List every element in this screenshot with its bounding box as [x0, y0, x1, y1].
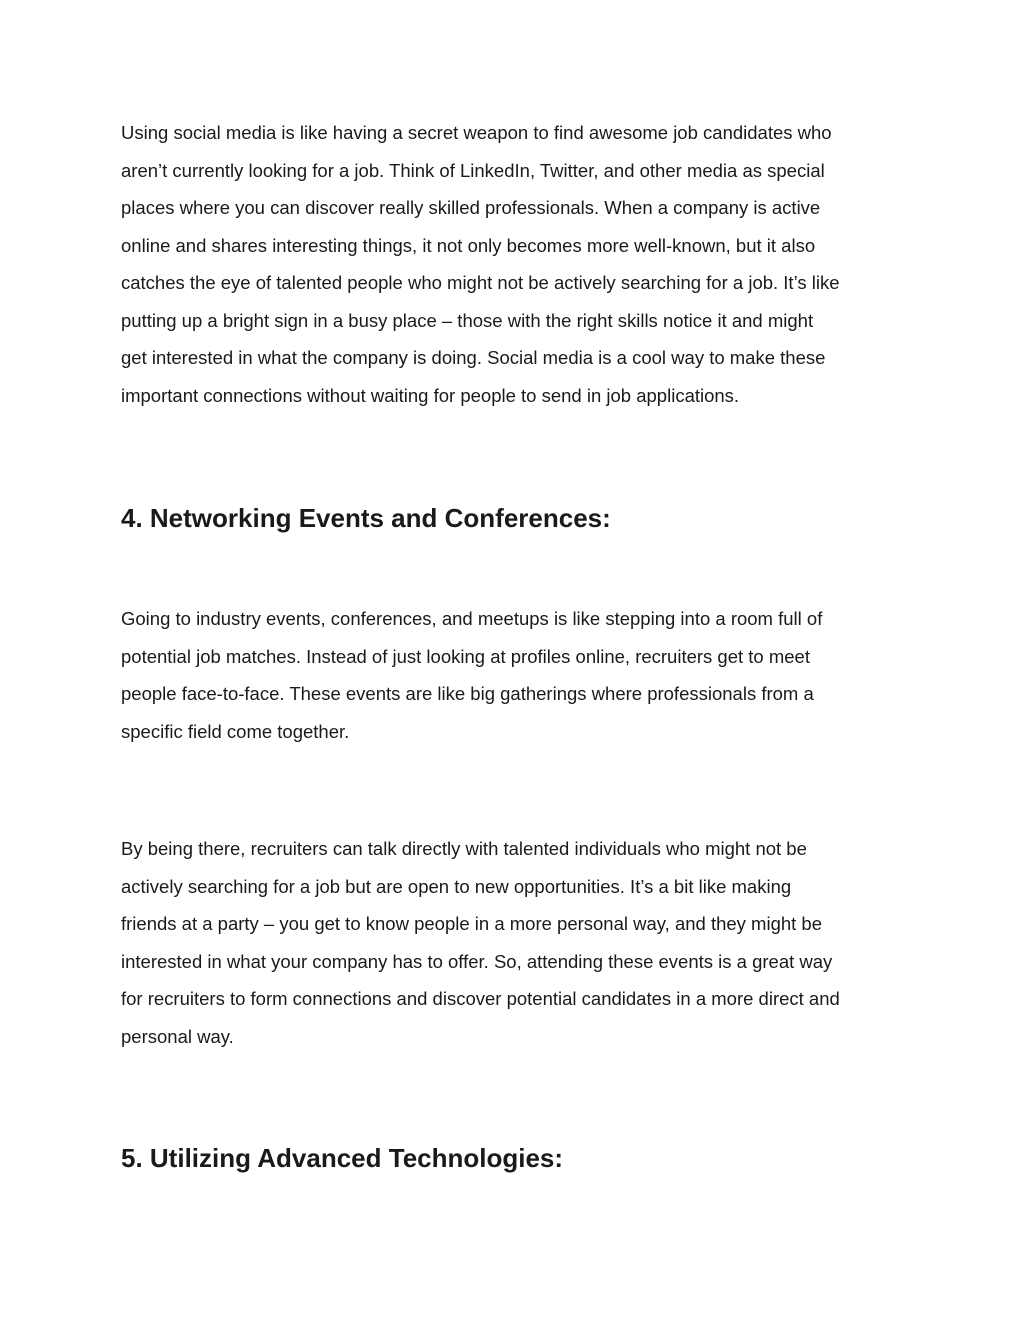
paragraph-line: places where you can discover really skilled professionals. When a company is active	[121, 197, 821, 218]
paragraph-social-media	[121, 114, 921, 414]
paragraph-line: catches the eye of talented people who might not be actively searching for a job. It’s like	[121, 272, 840, 293]
paragraph-line: specific field come together.	[121, 720, 350, 742]
paragraph-recruiters-talk	[121, 830, 921, 1055]
paragraph-line: for recruiters to form connections and discover potential candidates in a more direct and	[121, 988, 840, 1009]
paragraph-line: actively searching for a job but are open to new opportunities. It’s a bit like making	[121, 875, 792, 897]
paragraph-line: By being there, recruiters can talk directly with talented individuals who might not be	[121, 838, 807, 859]
paragraph-line: friends at a party – you get to know people in a more personal way, and they might be	[121, 913, 823, 934]
paragraph-line: Using social media is like having a secret weapon to find awesome job candidates who	[121, 122, 832, 143]
paragraph-industry-events	[121, 600, 921, 750]
paragraph-line: important connections without waiting for people to send in job applications.	[121, 384, 740, 406]
paragraph-line: online and shares interesting things, it not only becomes more well-known, but it also	[121, 234, 816, 256]
section-heading-advanced-technologies: 5. Utilizing Advanced Technologies:	[121, 1143, 564, 1173]
paragraph-line: putting up a bright sign in a busy place – those with the right skills notice it and might	[121, 309, 814, 331]
section-heading-networking: 4. Networking Events and Conferences:	[121, 503, 611, 533]
paragraph-line: aren’t currently looking for a job. Think of LinkedIn, Twitter, and other media as special	[121, 159, 825, 181]
paragraph-line: Going to industry events, conferences, and meetups is like stepping into a room full of	[121, 608, 823, 629]
paragraph-line: get interested in what the company is doing. Social media is a cool way to make these	[121, 347, 826, 368]
paragraph-line: potential job matches. Instead of just looking at profiles online, recruiters get to meet	[121, 645, 810, 667]
paragraph-line: personal way.	[121, 1025, 234, 1047]
paragraph-line: interested in what your company has to offer. So, attending these events is a great way	[121, 950, 833, 972]
paragraph-line: people face-to-face. These events are like big gatherings where professionals from a	[121, 683, 814, 704]
